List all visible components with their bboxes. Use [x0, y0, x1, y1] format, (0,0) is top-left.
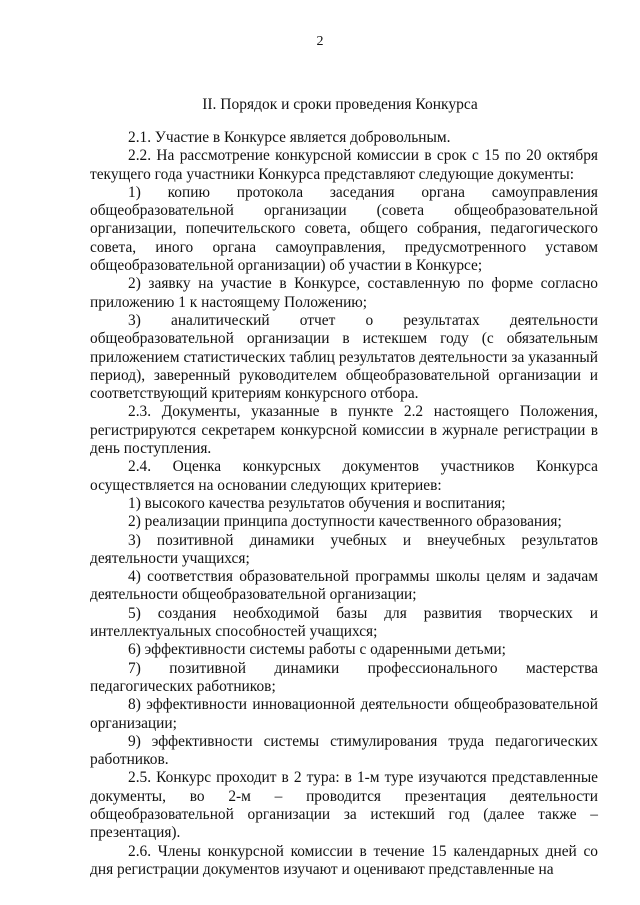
paragraph-2-4: 2.4. Оценка конкурсных документов участников Конкурса осуществляется на основании следующих критериев:	[90, 458, 598, 494]
paragraph-2-5: 2.5. Конкурс проходит в 2 тура: в 1-м туре изучаются представленные документы, во 2-м – проводится презентация деятельности общеобразовательной организации за истекший год (далее также – презентация).	[90, 769, 598, 842]
section-title: II. Порядок и сроки проведения Конкурса	[202, 96, 478, 113]
criterion-7: 7) позитивной динамики профессионального мастерства педагогических работников;	[90, 659, 598, 695]
criterion-3: 3) позитивной динамики учебных и внеучебных результатов деятельности учащихся;	[90, 531, 598, 567]
list-item-2-2-3: 3) аналитический отчет о результатах деятельности общеобразовательной организации в истекшем году (с обязательным приложением статистических таблиц результатов деятельности за указанный период), заверенный руководителем общеобразовательной организации и соответствующий критериям конкурсного отбора.	[90, 311, 598, 403]
criterion-6: 6) эффективности системы работы с одаренными детьми;	[128, 641, 506, 659]
list-item-2-2-2: 2) заявку на участие в Конкурсе, составленную по форме согласно приложению 1 к настоящему Положению;	[90, 275, 598, 311]
criterion-4: 4) соответствия образовательной программы школы целям и задачам деятельности общеобразовательной организации;	[90, 568, 598, 604]
list-item-2-2-1: 1) копию протокола заседания органа самоуправления общеобразовательной организации (совета общеобразовательной организации, попечительского совета, общего собрания, педагогического совета, иного органа самоуправления, предусмотренного уставом общеобразовательной организации) об участии в Конкурсе;	[90, 183, 598, 275]
paragraph-2-6: 2.6. Члены конкурсной комиссии в течение 15 календарных дней со дня регистрации документов изучают и оценивают представленные на	[90, 842, 598, 878]
criterion-1: 1) высокого качества результатов обучения и воспитания;	[128, 494, 506, 512]
document-body	[90, 129, 598, 879]
criterion-8: 8) эффективности инновационной деятельности общеобразовательной организации;	[90, 696, 598, 732]
paragraph-2-3: 2.3. Документы, указанные в пункте 2.2 настоящего Положения, регистрируются секретарем конкурсной комиссии в журнале регистрации в день поступления.	[90, 403, 598, 458]
page-number: 2	[316, 34, 324, 49]
criterion-5: 5) создания необходимой базы для развития творческих и интеллектуальных способностей учащихся;	[90, 604, 598, 641]
criterion-2: 2) реализации принципа доступности качественного образования;	[128, 513, 562, 531]
criterion-9: 9) эффективности системы стимулирования труда педагогических работников.	[90, 732, 598, 769]
paragraph-2-2: 2.2. На рассмотрение конкурсной комиссии в срок с 15 по 20 октября текущего года участники Конкурса представляют следующие документы:	[90, 147, 598, 183]
paragraph-2-1: 2.1. Участие в Конкурсе является добровольным.	[128, 129, 451, 146]
